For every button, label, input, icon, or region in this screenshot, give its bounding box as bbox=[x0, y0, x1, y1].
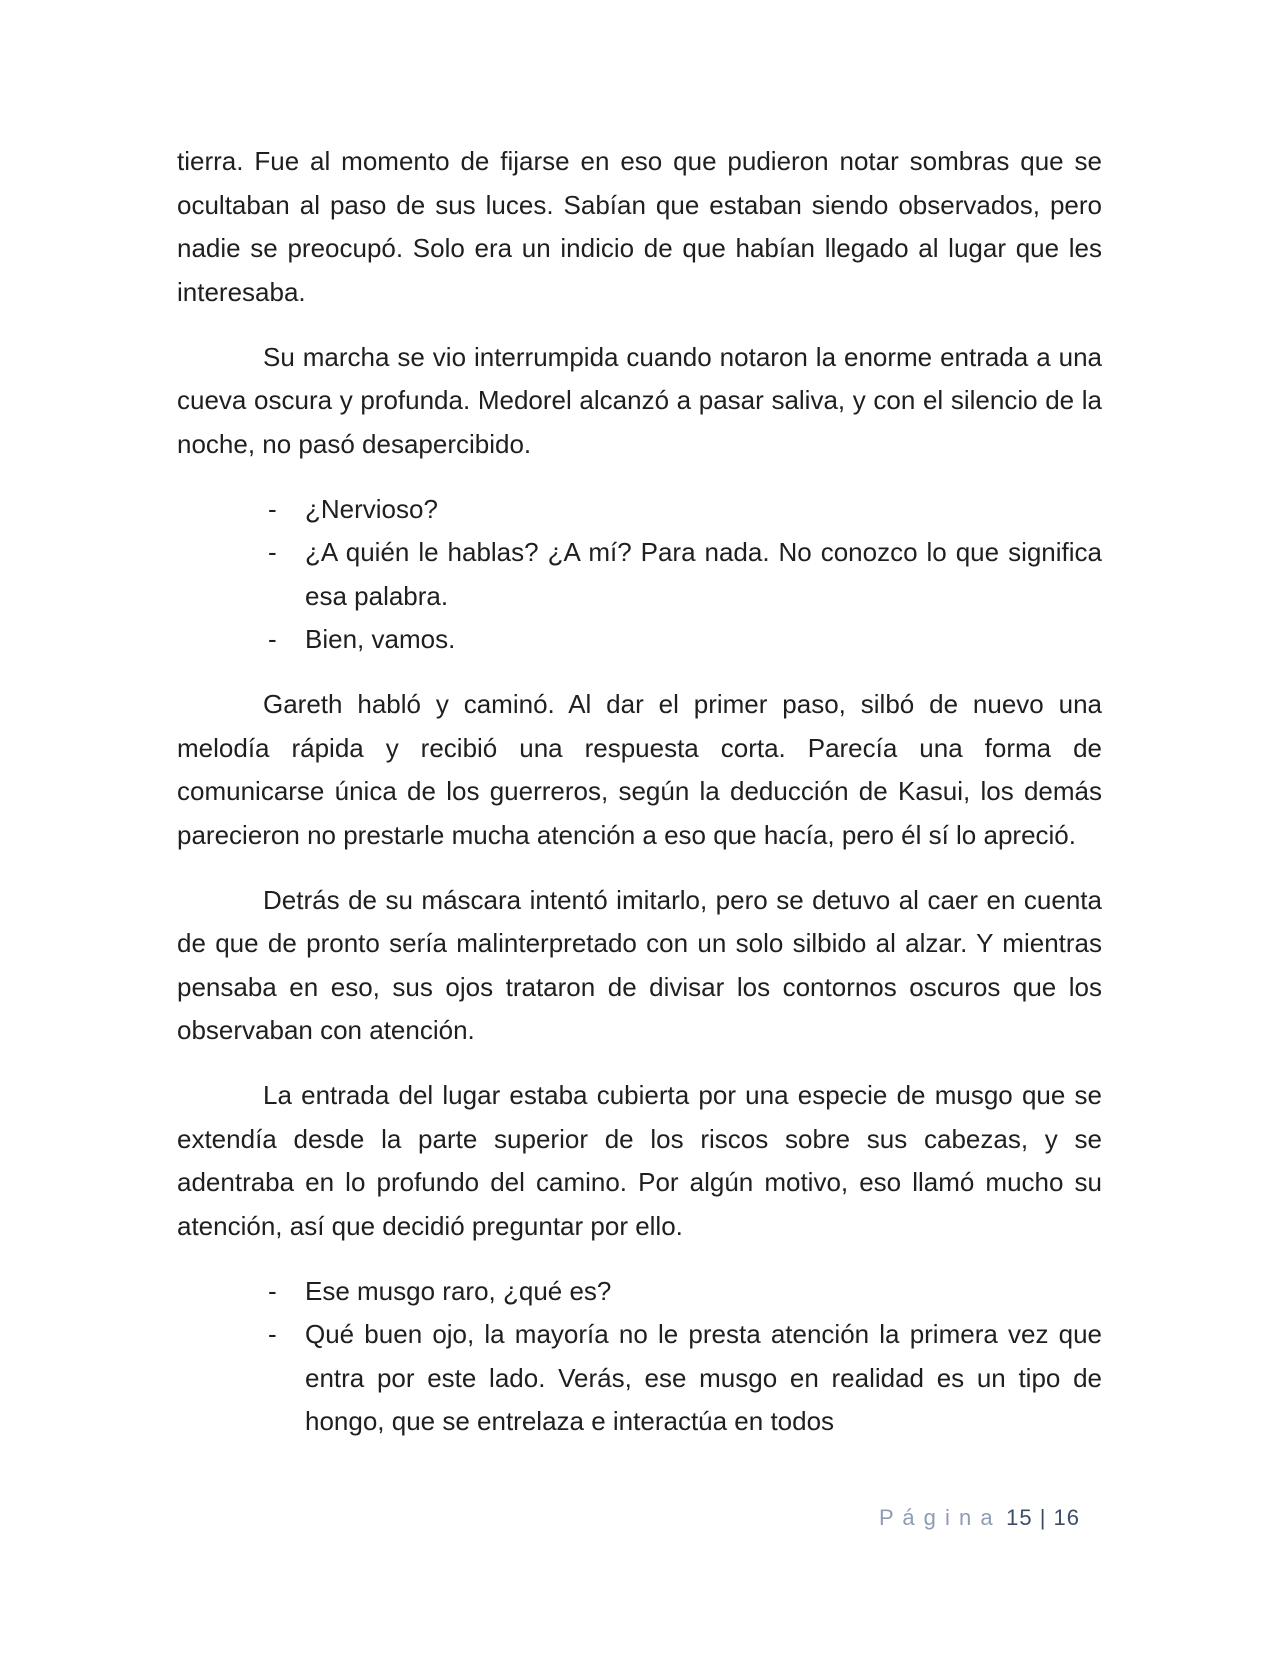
paragraph-detras: Detrás de su máscara intentó imitarlo, pero se detuvo al caer en cuenta de que de pronto sería malinterpretado con un solo silbido al alzar. Y mientras pensaba en eso, sus ojos trataron de divisar los contornos oscuros que los observaban con atención. bbox=[177, 884, 1102, 1045]
dialogue-line: - Bien, vamos. bbox=[177, 618, 1102, 662]
paragraph-continuation: tierra. Fue al momento de fijarse en eso que pudieron notar sombras que se ocultaban al paso de sus luces. Sabían que estaban siendo observados, pero nadie se preocupó. Solo era un indicio de que habían llegado al lugar que les interesaba. bbox=[177, 146, 1102, 307]
dialogue-line: - ¿A quién le hablas? ¿A mí? Para nada. No conozco lo que significa esa palabra. bbox=[177, 531, 1102, 618]
dialogue-line: - Ese musgo raro, ¿qué es? bbox=[177, 1270, 1102, 1314]
dialogue-line: - ¿Nervioso? bbox=[177, 488, 1102, 532]
paragraph-gareth: Gareth habló y caminó. Al dar el primer paso, silbó de nuevo una melodía rápida y recibió una respuesta corta. Parecía una forma de comunicarse única de los guerreros, según la deducción de Kasui, los demás parecieron no prestarle mucha atención a eso que hacía, pero él sí lo apreció. bbox=[177, 689, 1102, 850]
dialogue-line: - Qué buen ojo, la mayoría no le presta atención la primera vez que entra por este lado. Verás, ese musgo en realidad es un tipo de hongo, que se entrelaza e interactúa en todos bbox=[177, 1313, 1102, 1444]
dialogue-list-2 bbox=[177, 1270, 1102, 1444]
page-footer bbox=[879, 1503, 1080, 1533]
footer-page-label: P á g i n a bbox=[878, 1505, 995, 1530]
footer-page-number: 15 | 16 bbox=[1006, 1505, 1080, 1530]
dialogue-list-1 bbox=[177, 488, 1102, 662]
paragraph-su-marcha: Su marcha se vio interrumpida cuando notaron la enorme entrada a una cueva oscura y profunda. Medorel alcanzó a pasar saliva, y con el silencio de la noche, no pasó desapercibido. bbox=[177, 341, 1102, 459]
paragraph-la-entrada: La entrada del lugar estaba cubierta por una especie de musgo que se extendía desde la parte superior de los riscos sobre sus cabezas, y se adentraba en lo profundo del camino. Por algún motivo, eso llamó mucho su atención, así que decidió preguntar por ello. bbox=[177, 1080, 1102, 1241]
document-body bbox=[177, 140, 1102, 1444]
